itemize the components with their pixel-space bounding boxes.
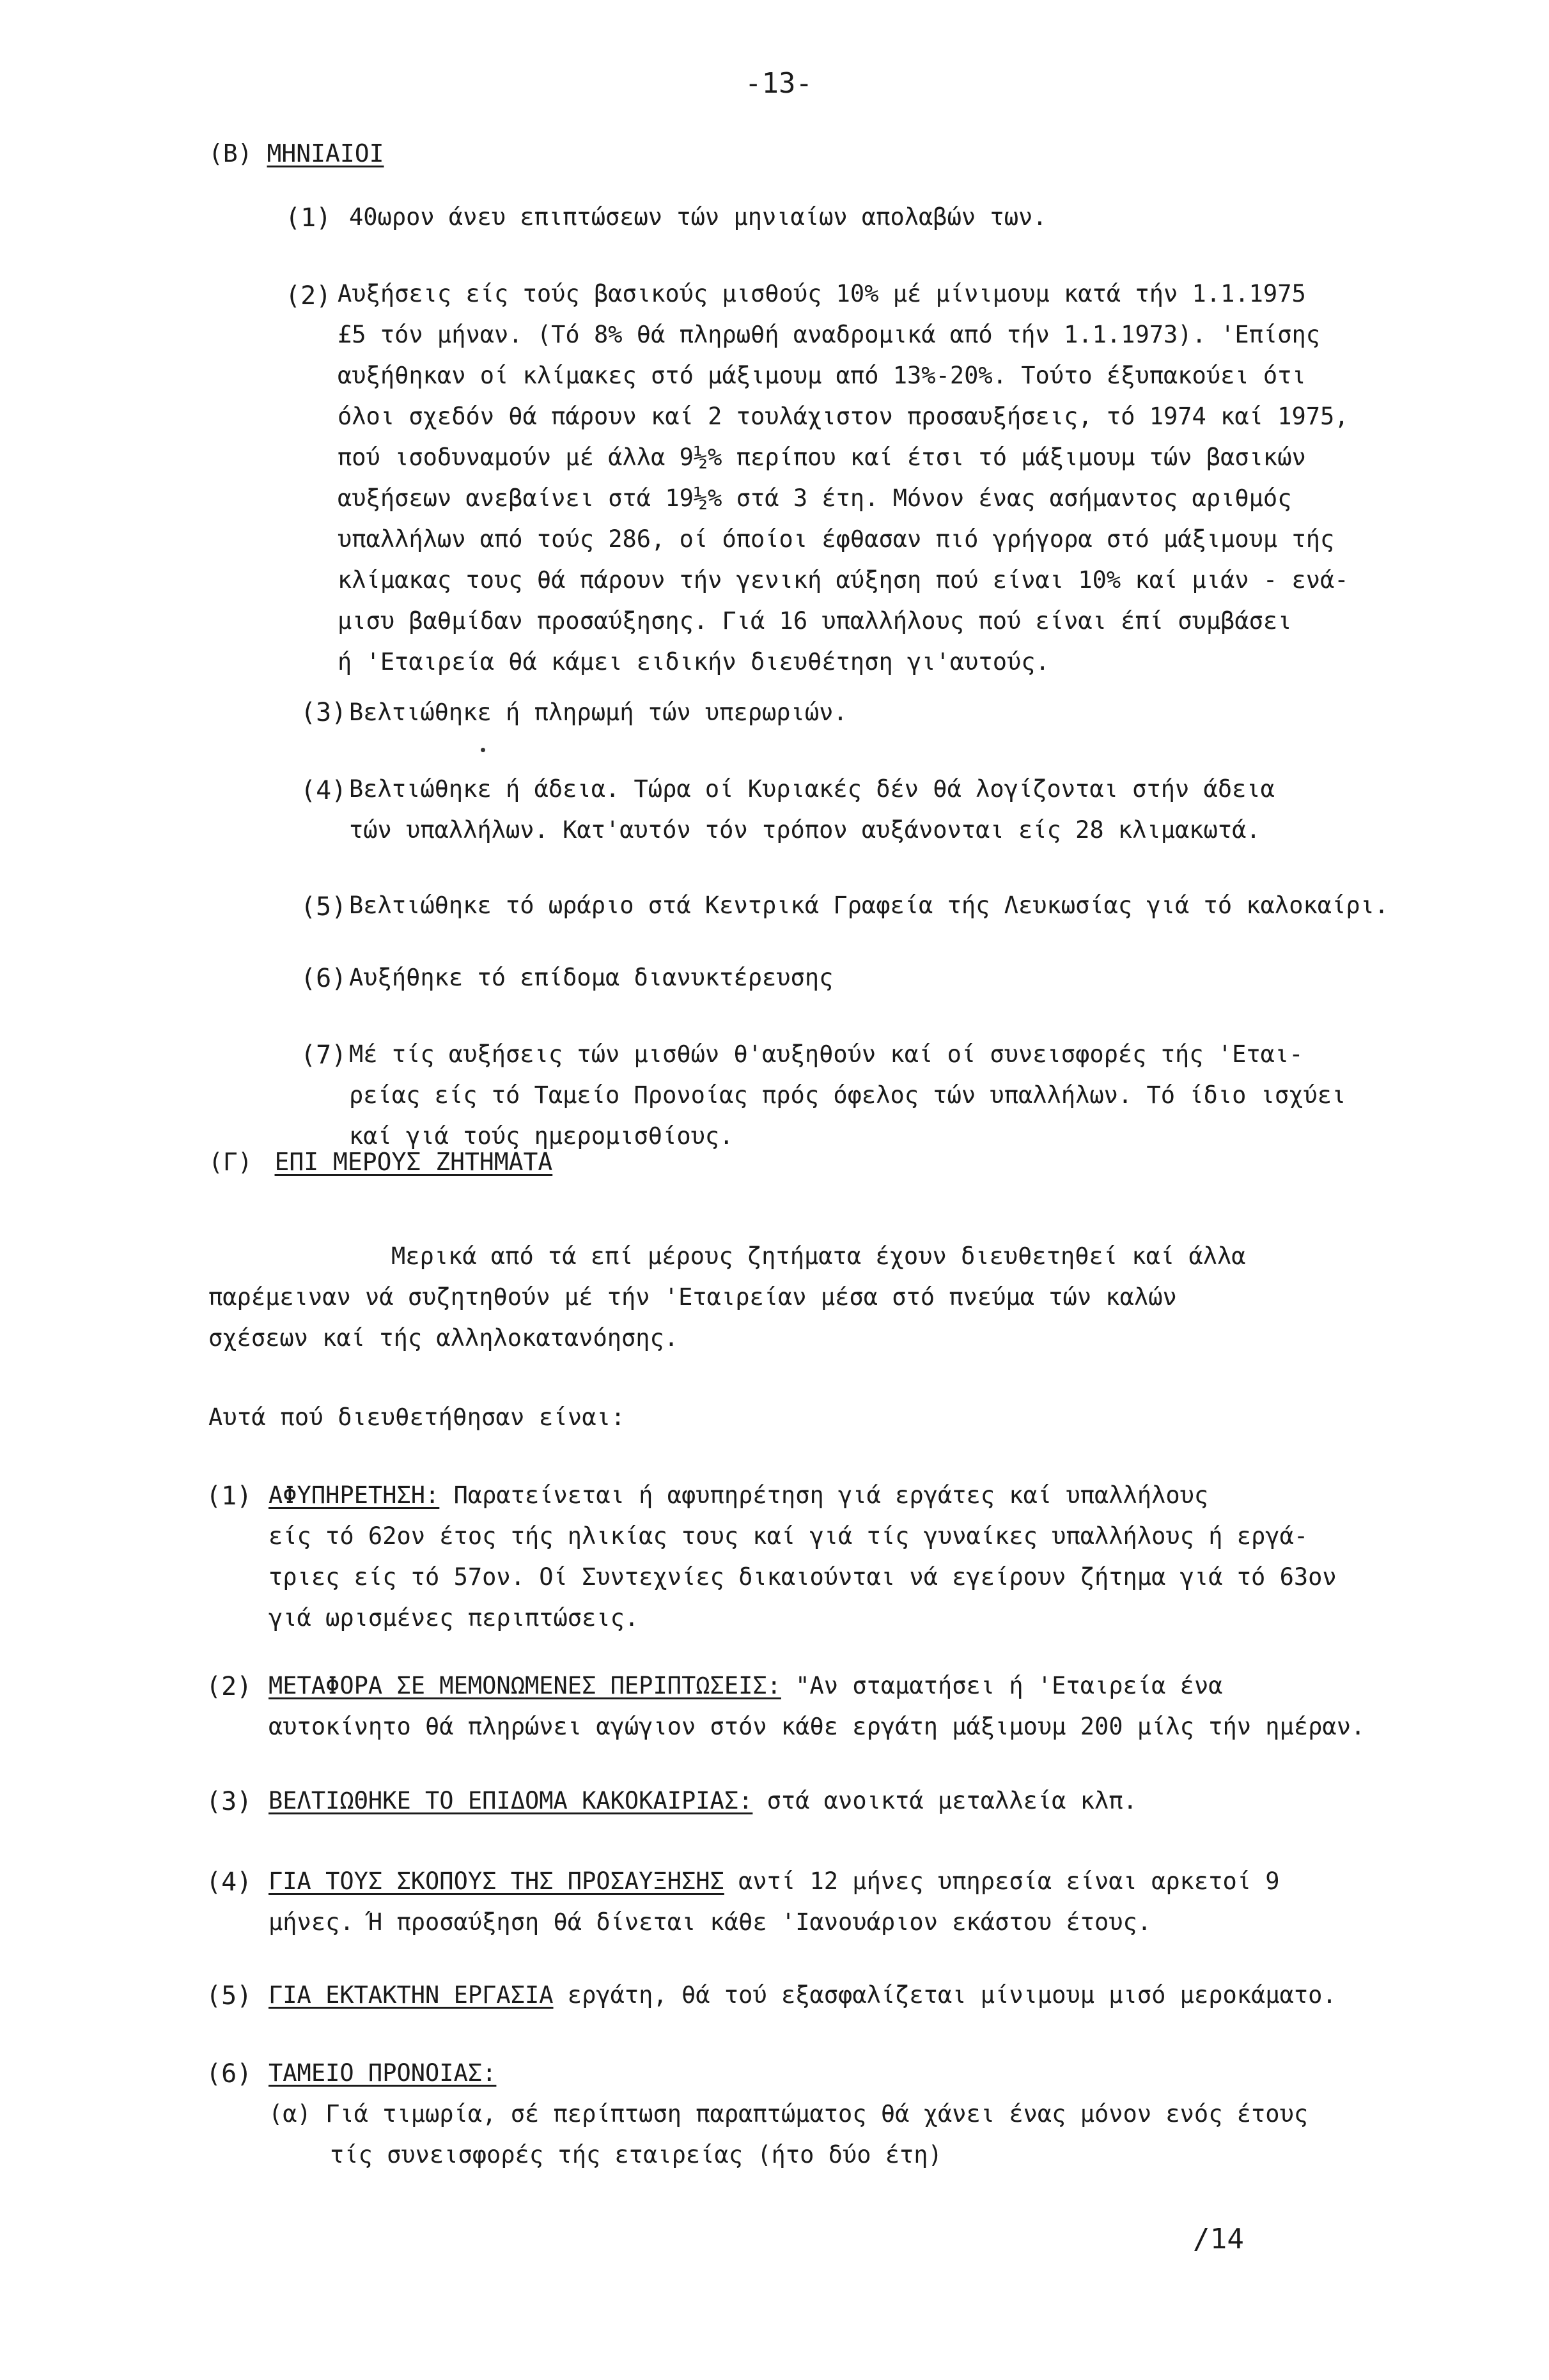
b-item-6-number: (6) (300, 964, 347, 993)
b-item-4-text: Βελτιώθηκε ή άδεια. Τώρα οί Κυριακές δέν θά λογίζονται στήν άδεια τών υπαλλήλων. Κατ'αυτόν τόν τρόπον αυξάνονται είς 28 κλιμακωτά. (349, 775, 1275, 844)
b-item-3-text: Βελτιώθηκε ή πληρωμή τών υπερωριών. (349, 699, 848, 726)
g-item-1-number: (1) (206, 1481, 253, 1511)
b-item-2-text: Αυξήσεις είς τούς βασικούς μισθούς 10% μέ μίνιμουμ κατά τήν 1.1.1975 £5 τόν μήναν. (Τό 8% θά πληρωθή αναδρομικά από τήν 1.1.1973). 'Επίσης αυξήθηκαν οί κλίμακες στό μάξιμουμ από 13%-20%. Τούτο έξυπακούει ότι όλοι σχεδόν θά πάρουν καί 2 τουλάχιστον προσαυξήσεις, τό 1974 καί 1975, πού ισοδυναμούν μέ άλλα 9½% περίπου καί έτσι τό μάξιμουμ τών βασικών αυξήσεων ανεβαίνει στά 19½% στά 3 έτη. Μόνον ένας ασήμαντος αριθμός υπαλλήλων από τούς 286, οί όποίοι έφθασαν πιό γρήγορα στό μάξιμουμ τής κλίμακας τους θά πάρουν τήν γενική αύξηση πού είναι 10% καί μιάν - ενά- μισυ βαθμίδαν προσαύξησης. Γιά 16 υπαλλήλους πού είναι έπί συμβάσει ή 'Εταιρεία θά κάμει ειδικήν διευθέτηση γι'αυτούς. (338, 280, 1349, 676)
g-item-5-heading: ΓΙΑ ΕΚΤΑΚΤΗΝ ΕΡΓΑΣΙΑ (269, 1981, 554, 2009)
section-b-title: ΜΗΝΙΑΙΟΙ (267, 139, 384, 167)
b-item-4-number: (4) (300, 776, 347, 805)
b-item-6-text: Αυξήθηκε τό επίδομα διανυκτέρευσης (349, 964, 834, 991)
b-item-7-text: Μέ τίς αυξήσεις τών μισθών θ'αυξηθούν καί οί συνεισφορές τής 'Εται- ρείας είς τό Ταμείο Προνοίας πρός όφελος τών υπαλλήλων. Τό ίδιο ισχύει καί γιά τούς ημερομισθίους. (349, 1040, 1346, 1150)
g-item-5-number: (5) (206, 1981, 253, 2011)
g-item-2-number: (2) (206, 1672, 253, 1701)
b-item-3-number: (3) (300, 698, 347, 727)
g-item-2-text: ΜΕΤΑΦΟΡΑ ΣΕ ΜΕΜΟΝΩΜΕΝΕΣ ΠΕΡΙΠΤΩΣΕΙΣ: "Αν σταματήσει ή 'Εταιρεία ένα αυτοκίνητο θά πληρώνει αγώγιον στόν κάθε εργάτη μάξιμουμ 200 μίλς τήν ημέραν. (269, 1672, 1366, 1740)
g-item-5-text: ΓΙΑ ΕΚΤΑΚΤΗΝ ΕΡΓΑΣΙΑ εργάτη, θά τού εξασφαλίζεται μίνιμουμ μισό μεροκάματο. (269, 1981, 1337, 2009)
b-item-1-number: (1) (285, 203, 332, 233)
b-item-7-number: (7) (300, 1040, 347, 1070)
g-item-6-heading: ΤΑΜΕΙΟ ΠΡΟΝΟΙΑΣ: (269, 2059, 497, 2087)
g-item-1-text: ΑΦΥΠΗΡΕΤΗΣΗ: Παρατείνεται ή αφυπηρέτηση γιά εργάτες καί υπαλλήλους είς τό 62ον έτος τής ηλικίας τους καί γιά τίς γυναίκες υπαλλήλους ή εργά- τριες είς τό 57ον. Οί Συντεχνίες δικαιούνται νά εγείρουν ζήτημα γιά τό 63ον γιά ωρισμένες περιπτώσεις. (269, 1481, 1337, 1632)
g-item-2-heading: ΜΕΤΑΦΟΡΑ ΣΕ ΜΕΜΟΝΩΜΕΝΕΣ ΠΕΡΙΠΤΩΣΕΙΣ: (269, 1672, 781, 1699)
page-number: -13- (745, 67, 813, 100)
b-item-5-number: (5) (300, 892, 347, 922)
section-b-heading (208, 139, 384, 167)
g-item-6-text: ΤΑΜΕΙΟ ΠΡΟΝΟΙΑΣ: (α) Γιά τιμωρία, σέ περίπτωση παραπτώματος θά χάνει ένας μόνον ενός έτους τίς συνεισφορές τής εταιρείας (ήτο δύο έτη) (269, 2059, 1309, 2168)
b-item-1-text: 40ωρον άνευ επιπτώσεων τών μηνιαίων απολαβών των. (349, 203, 1047, 231)
g-item-6-number: (6) (206, 2059, 253, 2089)
g-item-1-heading: ΑΦΥΠΗΡΕΤΗΣΗ: (269, 1481, 440, 1509)
g-item-4-text: ΓΙΑ ΤΟΥΣ ΣΚΟΠΟΥΣ ΤΗΣ ΠΡΟΣΑΥΞΗΣΗΣ αντί 12 μήνες υπηρεσία είναι αρκετοί 9 μήνες. Ή προσαύξηση θά δίνεται κάθε 'Ιανουάριον εκάστου έτους. (269, 1867, 1280, 1936)
g-item-3-text: ΒΕΛΤΙΩΘΗΚΕ ΤΟ ΕΠΙΔΟΜΑ ΚΑΚΟΚΑΙΡΙΑΣ: στά ανοικτά μεταλλεία κλπ. (269, 1787, 1137, 1814)
b-item-5-text: Βελτιώθηκε τό ωράριο στά Κεντρικά Γραφεία τής Λευκωσίας γιά τό καλοκαίρι. (349, 892, 1389, 919)
g-item-3-number: (3) (206, 1787, 253, 1816)
section-g-title: ΕΠΙ ΜΕΡΟΥΣ ΖΗΤΗΜΑΤΑ (274, 1148, 553, 1176)
stray-mark (481, 748, 485, 752)
section-g-lead: Αυτά πού διευθετήθησαν είναι: (208, 1403, 625, 1431)
section-g-label: (Γ) (208, 1148, 253, 1176)
next-page-marker: /14 (1193, 2223, 1245, 2255)
section-g-intro: Μερικά από τά επί μέρους ζητήματα έχουν διευθετηθεί καί άλλα παρέμειναν νά συζητηθούν μέ τήν 'Εταιρείαν μέσα στό πνεύμα τών καλών σχέσεων καί τής αλληλοκατανόησης. (208, 1242, 1246, 1352)
g-item-3-heading: ΒΕΛΤΙΩΘΗΚΕ ΤΟ ΕΠΙΔΟΜΑ ΚΑΚΟΚΑΙΡΙΑΣ: (269, 1787, 753, 1814)
g-item-4-heading: ΓΙΑ ΤΟΥΣ ΣΚΟΠΟΥΣ ΤΗΣ ΠΡΟΣΑΥΞΗΣΗΣ (269, 1867, 724, 1895)
g-item-4-number: (4) (206, 1867, 253, 1897)
b-item-2-number: (2) (285, 281, 332, 311)
section-g-heading (208, 1148, 552, 1176)
section-b-label: (B) (208, 139, 253, 167)
